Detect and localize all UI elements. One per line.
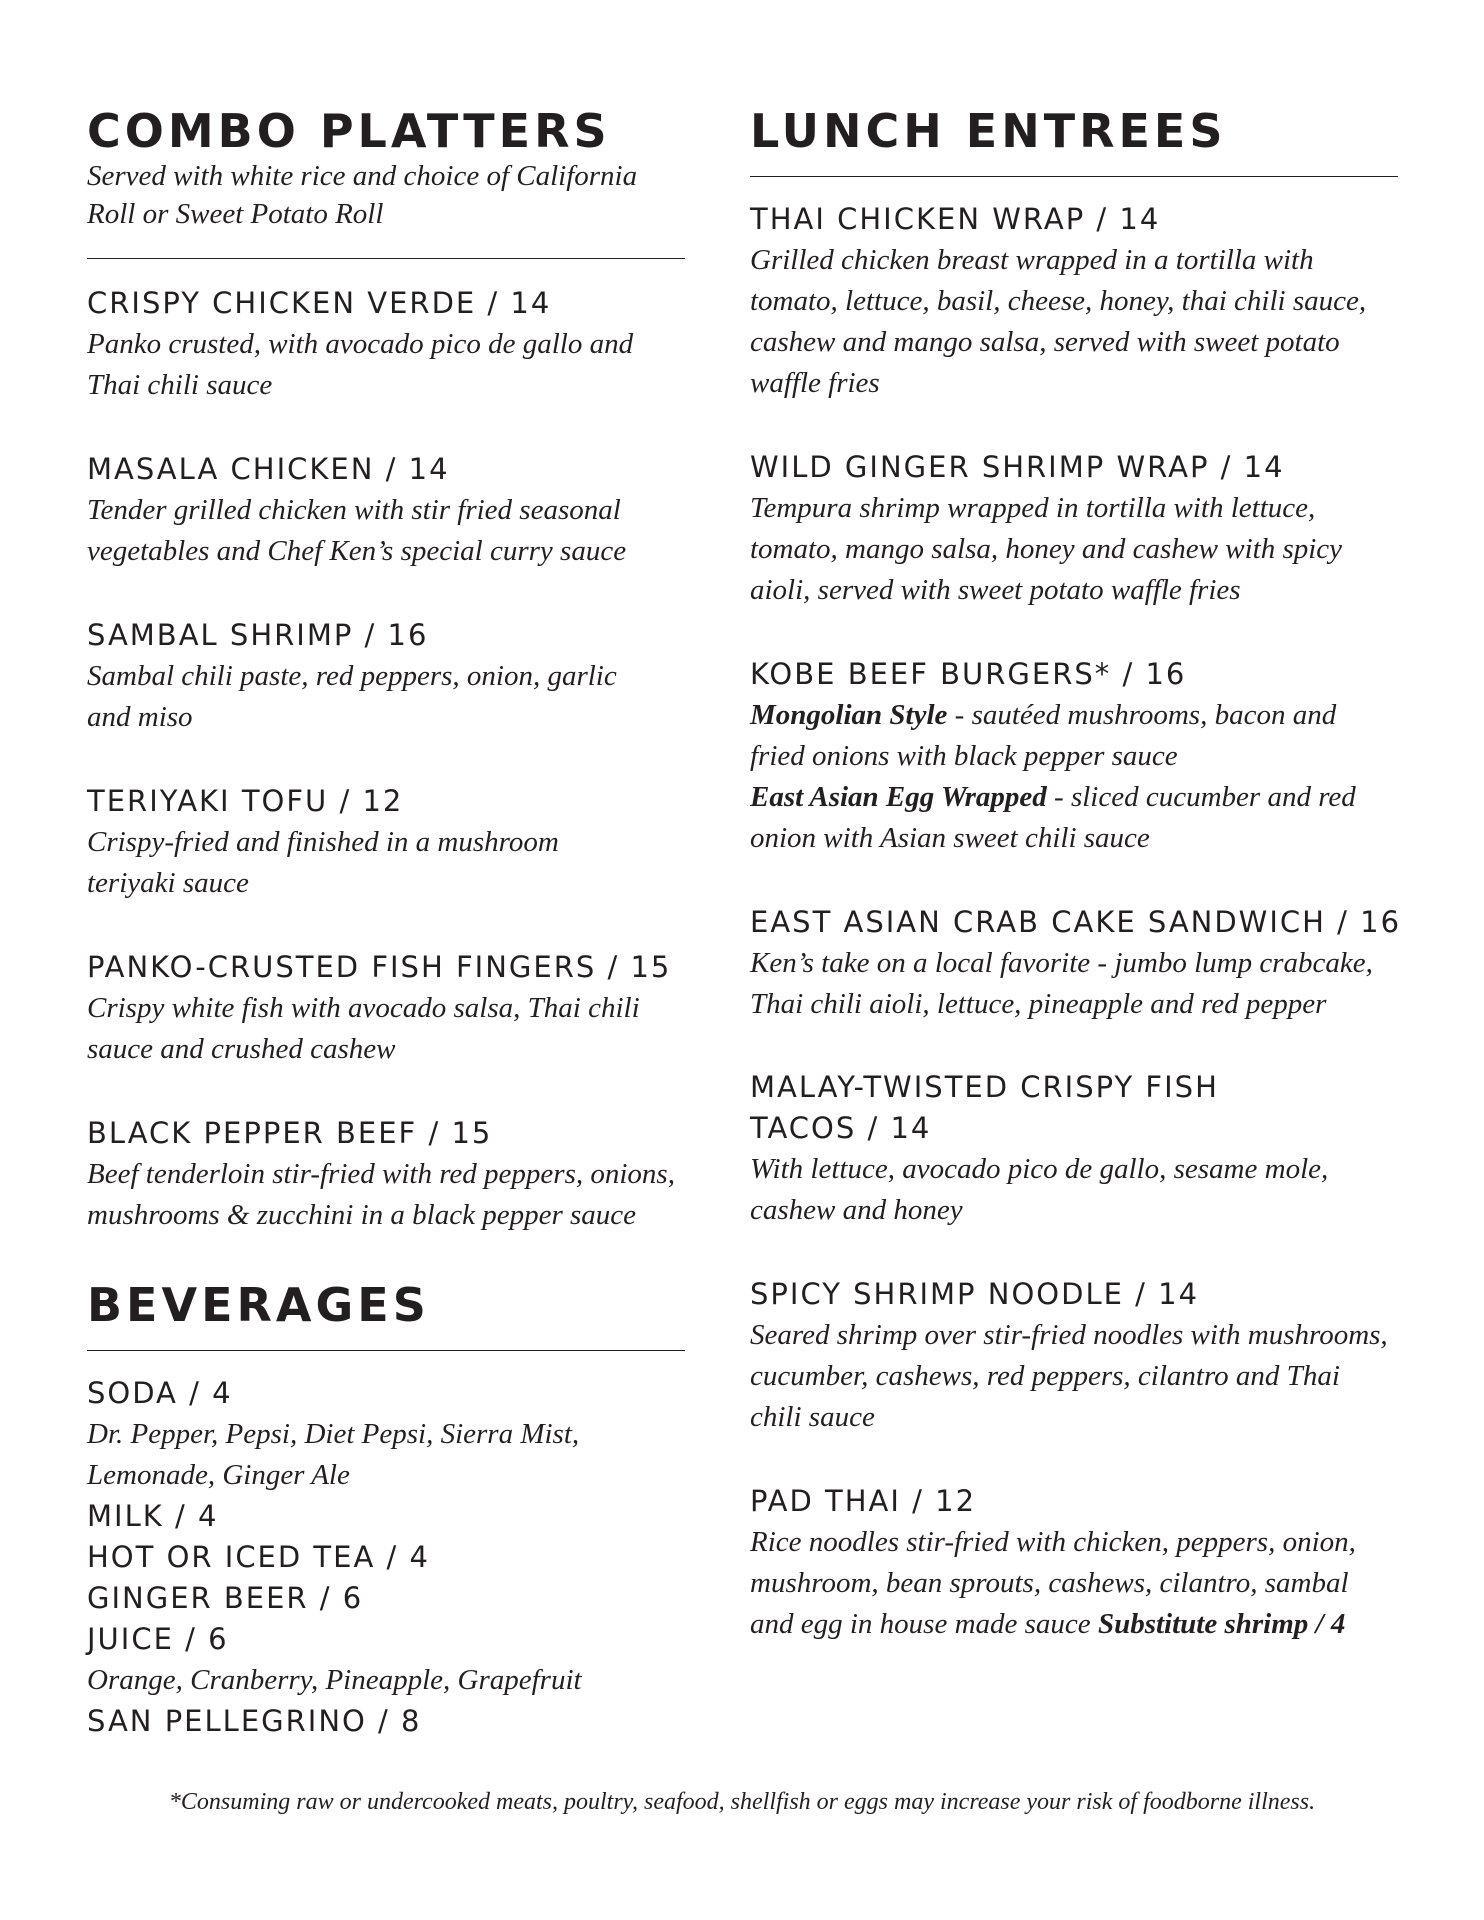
menu-item (87, 449, 647, 572)
beverage-soda: SODA / 4 (87, 1376, 233, 1410)
item-description: Seared shrimp over stir-fried noodles with mushrooms, cucumber, cashews, red peppers, cilantro and Thai chili sauce (750, 1319, 1388, 1433)
item-title: TERIYAKI TOFU / 12 (87, 784, 404, 818)
item-description (750, 777, 1398, 859)
item-description: Tender grilled chicken with stir fried seasonal vegetables and Chef Ken’s special curry sauce (87, 494, 627, 567)
item-title: PAD THAI / 12 (750, 1484, 977, 1518)
burger-style-name: East Asian Egg Wrapped (750, 781, 1047, 813)
item-title: THAI CHICKEN WRAP / 14 (750, 202, 1161, 236)
combo-platters-heading: COMBO PLATTERS (87, 104, 611, 158)
item-title: SAMBAL SHRIMP / 16 (87, 618, 429, 652)
substitute-note: Substitute shrimp / 4 (1097, 1608, 1346, 1640)
item-description: Ken’s take on a local favorite - jumbo lump crabcake, Thai chili aioli, lettuce, pineapple and red pepper (750, 947, 1373, 1020)
pad-thai-description: Rice noodles stir-fried with chicken, peppers, onion, mushroom, bean sprouts, cashews, cilantro, sambal and egg in house made sauce (750, 1526, 1356, 1640)
item-title: TACOS / 14 (750, 1111, 932, 1145)
beverage-milk: MILK / 4 (87, 1499, 219, 1533)
beverages-heading: BEVERAGES (87, 1278, 430, 1332)
beverage-ginger-beer: GINGER BEER / 6 (87, 1581, 364, 1615)
item-title: CRISPY CHICKEN VERDE / 14 (87, 286, 552, 320)
beverage-san-pellegrino: SAN PELLEGRINO / 8 (87, 1704, 422, 1738)
item-title: PANKO-CRUSTED FISH FINGERS / 15 (87, 950, 672, 984)
burger-style-description: - sautéed mushrooms, bacon and fried onions with black pepper sauce (750, 699, 1337, 772)
menu-item (87, 781, 647, 904)
menu-item (750, 447, 1398, 611)
menu-item (750, 1274, 1398, 1438)
item-title: WILD GINGER SHRIMP WRAP / 14 (750, 450, 1285, 484)
item-description: Grilled chicken breast wrapped in a tortilla with tomato, lettuce, basil, cheese, honey, thai chili sauce, cashew and mango salsa, served with sweet potato waffle fries (750, 244, 1367, 399)
combo-platters-subtitle: Served with white rice and choice of California Roll or Sweet Potato Roll (87, 160, 638, 230)
beverage-juice: JUICE / 6 (87, 1622, 229, 1656)
item-description: With lettuce, avocado pico de gallo, sesame mole, cashew and honey (750, 1153, 1329, 1226)
lunch-divider (750, 176, 1398, 177)
item-description (750, 695, 1398, 777)
lunch-entrees-heading: LUNCH ENTREES (750, 104, 1227, 158)
menu-item (87, 947, 672, 1070)
item-description: Tempura shrimp wrapped in tortilla with lettuce, tomato, mango salsa, honey and cashew with spicy aioli, served with sweet potato waffle fries (750, 492, 1343, 606)
item-description: Panko crusted, with avocado pico de gallo and Thai chili sauce (87, 328, 634, 401)
beverage-juice-options: Orange, Cranberry, Pineapple, Grapefruit (87, 1664, 582, 1696)
menu-item (750, 1481, 1398, 1645)
item-description: Beef tenderloin stir-fried with red peppers, onions, mushrooms & zucchini in a black pepper sauce (87, 1158, 675, 1231)
footnote: *Consuming raw or undercooked meats, poultry, seafood, shellfish or eggs may increase your risk of foodborne illness. (168, 1789, 1316, 1815)
menu-item (87, 1113, 687, 1236)
menu-item (750, 199, 1398, 404)
item-title: MASALA CHICKEN / 14 (87, 452, 450, 486)
beverage-tea: HOT OR ICED TEA / 4 (87, 1540, 430, 1574)
burger-style-name: Mongolian Style (750, 699, 948, 731)
menu-item (87, 283, 647, 406)
combo-divider (87, 258, 685, 259)
beverages-divider (87, 1350, 685, 1351)
item-description: Sambal chili paste, red peppers, onion, garlic and miso (87, 660, 617, 733)
item-title: EAST ASIAN CRAB CAKE SANDWICH / 16 (750, 905, 1402, 939)
item-title: MALAY-TWISTED CRISPY FISH (750, 1070, 1219, 1104)
item-description: Crispy white fish with avocado salsa, Thai chili sauce and crushed cashew (87, 992, 640, 1065)
item-description: Crispy-fried and finished in a mushroom teriyaki sauce (87, 826, 559, 899)
menu-item (750, 1067, 1398, 1231)
burger-style-description: - sliced cucumber and red onion with Asian sweet chili sauce (750, 781, 1356, 854)
menu-item (750, 902, 1402, 1025)
beverages-list (87, 1373, 647, 1742)
item-description (750, 1522, 1398, 1645)
item-title: SPICY SHRIMP NOODLE / 14 (750, 1277, 1200, 1311)
menu-item (750, 654, 1398, 859)
item-title: KOBE BEEF BURGERS* / 16 (750, 657, 1187, 691)
menu-item (87, 615, 647, 738)
item-title: BLACK PEPPER BEEF / 15 (87, 1116, 493, 1150)
beverage-soda-options: Dr. Pepper, Pepsi, Diet Pepsi, Sierra Mist, Lemonade, Ginger Ale (87, 1418, 580, 1491)
